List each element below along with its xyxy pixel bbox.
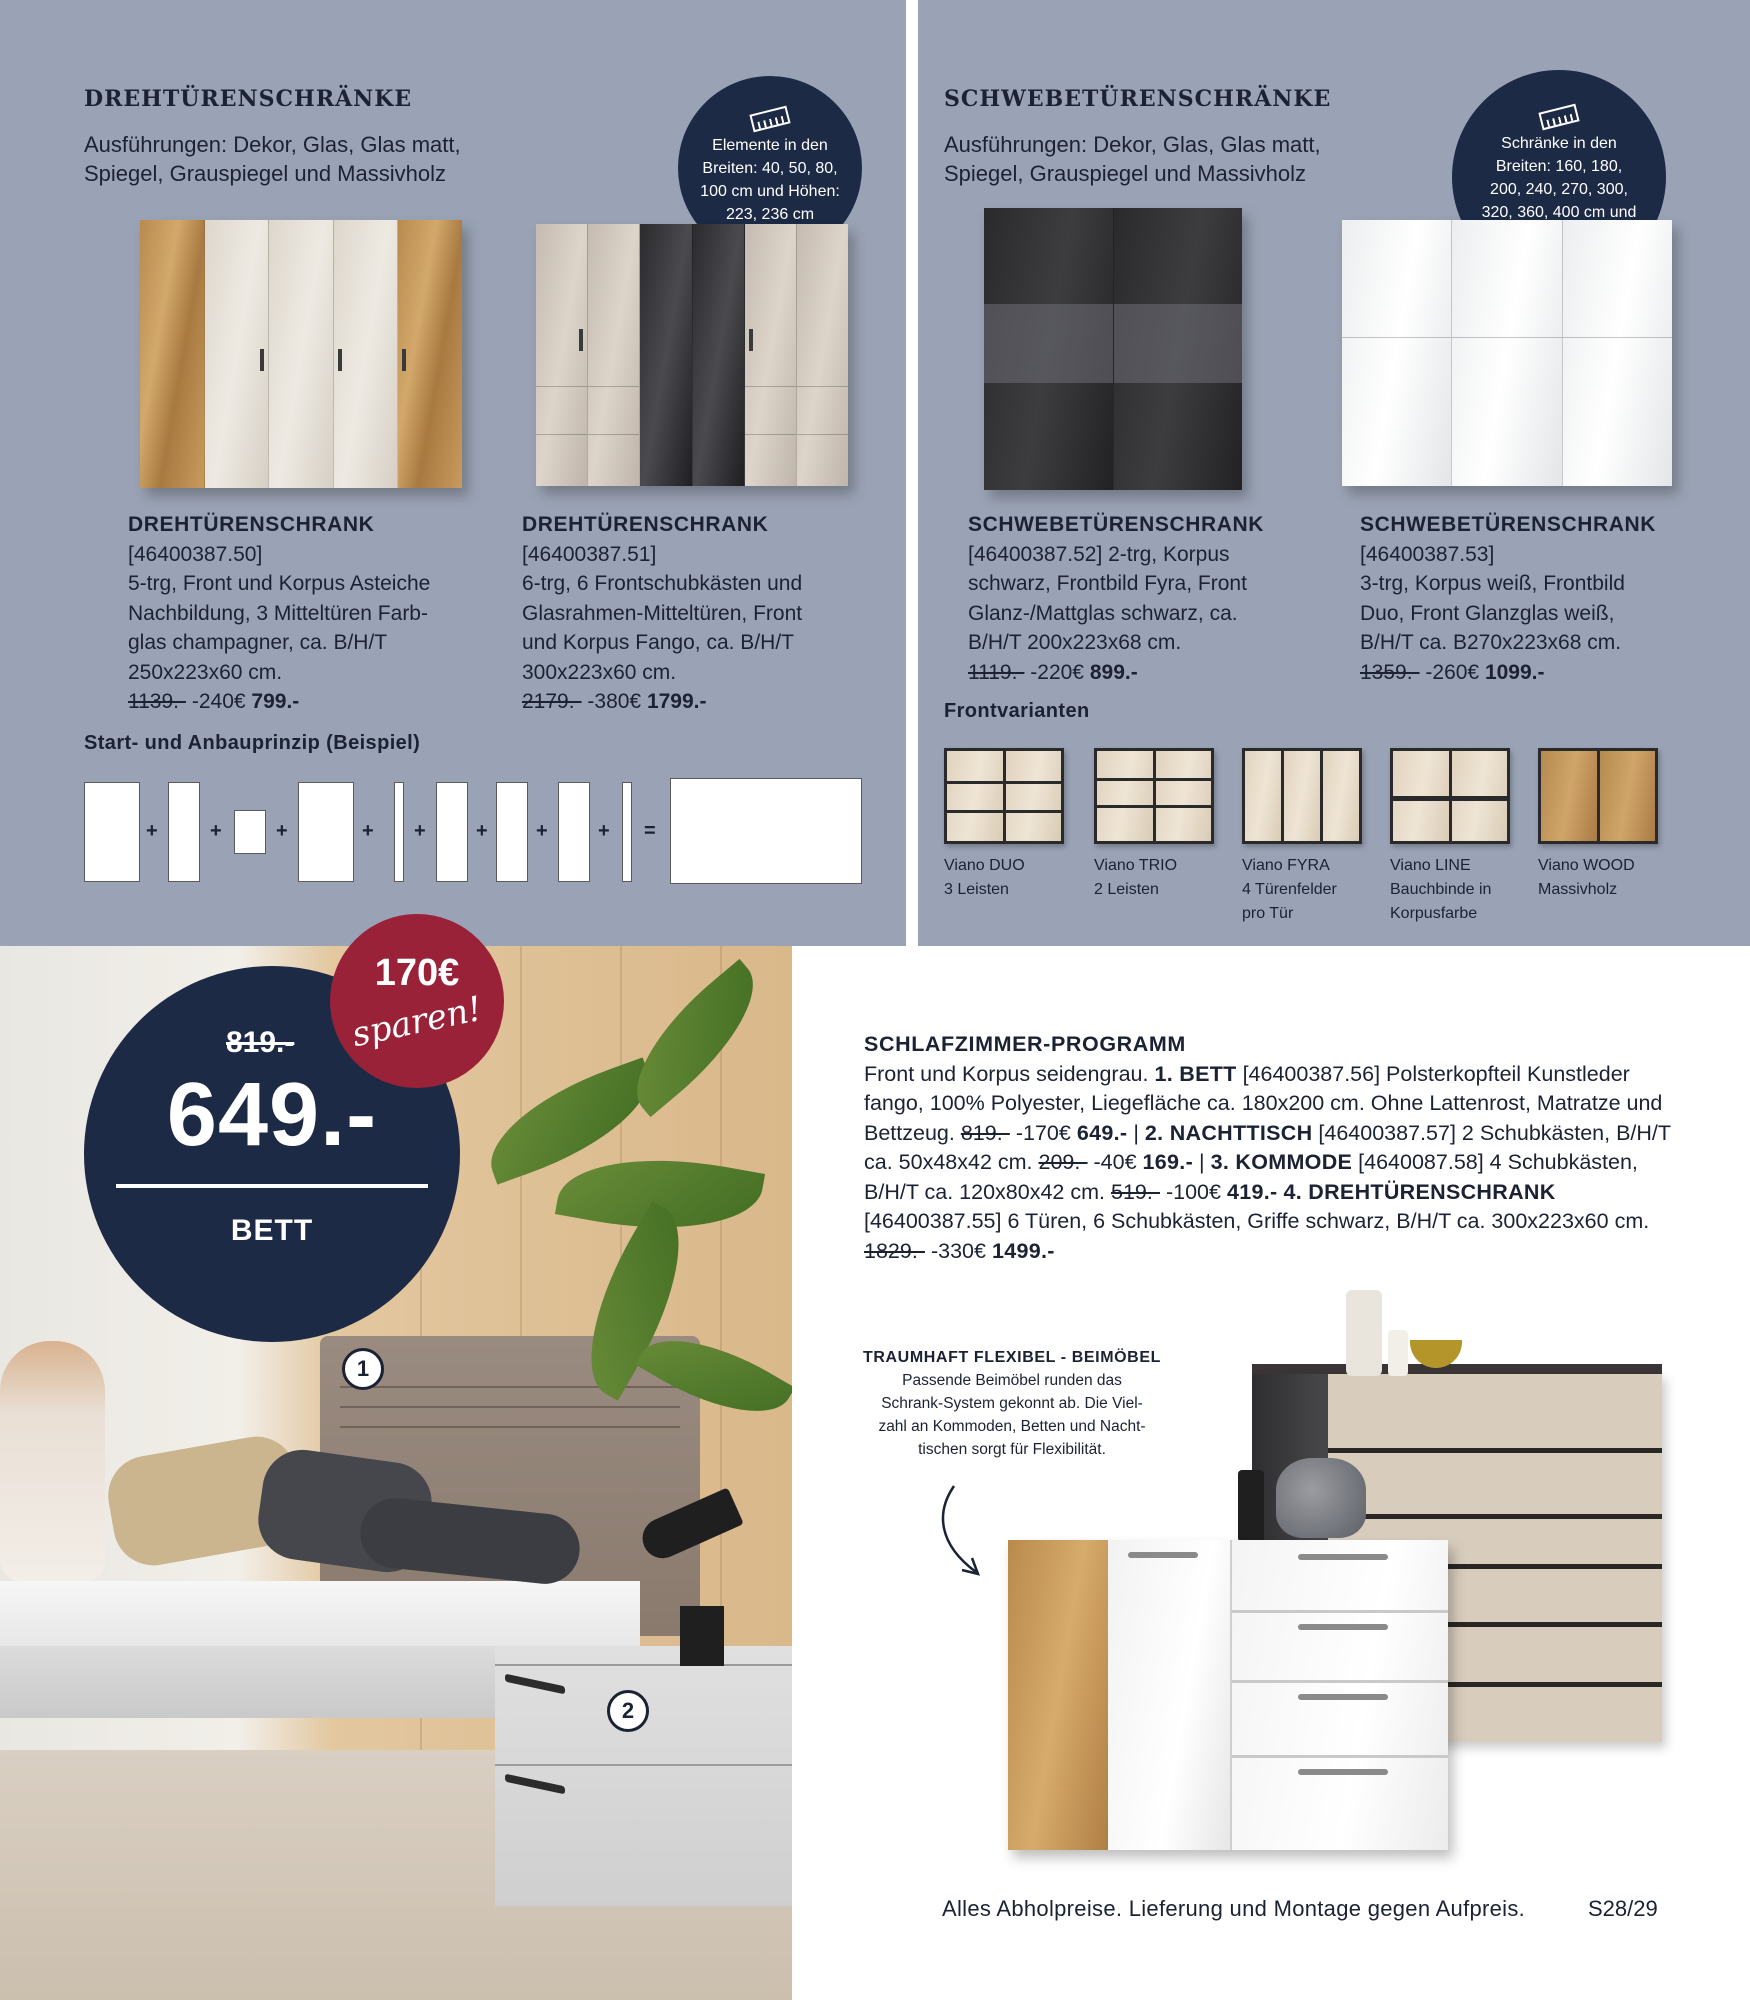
product-label: BETT	[230, 1214, 314, 1247]
variant-viano-fyra: Viano FYRA 4 Türenfelder pro Tür	[1242, 748, 1362, 926]
variant-swatch	[944, 748, 1064, 844]
old-price: 1359.-	[1360, 660, 1420, 684]
curved-arrow-icon	[932, 1482, 992, 1582]
price: 799.-	[251, 690, 300, 713]
footer-note: Alles Abholpreise. Lieferung und Montage gegen Aufpreis.	[942, 1896, 1526, 1921]
sliding-wardrobe-image-1	[984, 208, 1242, 490]
section-title: SCHWEBETÜRENSCHRÄNKE	[944, 86, 1332, 112]
schlafzimmer-programm	[864, 1030, 1684, 1266]
product-drehtuerenschrank-2: DREHTÜRENSCHRANK [46400387.51] 6-trg, 6 Frontschubkästen und Glasrahmen-Mitteltüren, Front und Korpus Fango, ca. B/H/T 300x223x60 cm. 2179.- -380€ 1799.-	[522, 510, 892, 717]
candle	[1388, 1330, 1408, 1376]
discount: -380€	[587, 690, 642, 713]
price: 649.-	[166, 1065, 378, 1165]
price-line	[968, 658, 1298, 688]
price: 899.-	[1089, 660, 1138, 684]
decor-vase	[1276, 1458, 1366, 1538]
woman-figure	[0, 1341, 105, 1581]
discount: -260€	[1425, 660, 1480, 684]
price-line	[522, 687, 892, 717]
divider	[116, 1184, 428, 1188]
savings-amount: 170€	[374, 952, 460, 994]
variant-viano-line: Viano LINE Bauchbinde in Korpusfarbe	[1390, 748, 1510, 926]
flex-note: TRAUMHAFT FLEXIBEL - BEIMÖBEL Passende Beimöbel runden das Schrank-System gekonnt ab. Die Viel- zahl an Kommoden, Betten und Nacht- tischen sorgt für Flexibilität.	[862, 1346, 1162, 1461]
product-schwebetuerenschrank-1: SCHWEBETÜRENSCHRANK [46400387.52] 2-trg, Korpus schwarz, Frontbild Fyra, Front Glanz-/Mattglas schwarz, ca. B/H/T 200x223x68 cm. 1119.- -220€ 899.-	[968, 510, 1298, 687]
variant-swatch	[1242, 748, 1362, 844]
program-body: Front und Korpus seidengrau. 1. BETT [46400387.56] Polsterkopfteil Kunstleder fango, 100% Polyester, Liegefläche ca. 180x200 cm. Ohne Lattenrost, Matratze und Bettzeug. 819.- -170€ 649.- | 2. NACHTTISCH [46400387.57] 2 Schubkästen, B/H/T ca. 50x48x42 cm. 209.- -40€ 169.- | 3. KOMMODE [4640087.58] 4 Schubkästen, B/H/T ca. 120x80x42 cm. 519.- -100€ 419.- 4. DREHTÜRENSCHRANK [46400387.55] 6 Türen, 6 Schubkästen, Griffe schwarz, B/H/T ca. 300x223x60 cm. 1829.- -330€ 1499.-	[864, 1061, 1671, 1263]
discount: -240€	[191, 690, 246, 713]
variant-swatch	[1094, 748, 1214, 844]
variant-viano-trio: Viano TRIO 2 Leisten	[1094, 748, 1214, 902]
wardrobe-image-1	[140, 220, 462, 488]
old-price: 819.-	[226, 1026, 295, 1059]
size-info-badge: Schränke in den Breiten: 160, 180, 200, 240, 270, 300, 320, 360, 400 cm und	[1452, 70, 1666, 284]
sliding-wardrobe-image-2	[1342, 220, 1672, 486]
commode-image	[1008, 1540, 1448, 1850]
ruler-icon	[749, 106, 790, 133]
old-price: 1139.-	[128, 690, 186, 713]
old-price: 2179.-	[522, 690, 582, 713]
flex-note-title: TRAUMHAFT FLEXIBEL - BEIMÖBEL	[863, 1349, 1161, 1366]
section-title: DREHTÜRENSCHRÄNKE	[84, 86, 413, 112]
section-subtitle: Ausführungen: Dekor, Glas, Glas matt, Spiegel, Grauspiegel und Massivholz	[944, 132, 1321, 186]
price: 1099.-	[1484, 660, 1545, 684]
variant-viano-wood: Viano WOOD Massivholz	[1538, 748, 1658, 902]
product-schwebetuerenschrank-2: SCHWEBETÜRENSCHRANK [46400387.53] 3-trg, Korpus weiß, Frontbild Duo, Front Glanzglas weiß, B/H/T ca. B270x223x68 cm. 1359.- -260€ 1099.-	[1360, 510, 1690, 687]
section-subtitle: Ausführungen: Dekor, Glas, Glas matt, Spiegel, Grauspiegel und Massivholz	[84, 132, 461, 186]
price: 1799.-	[646, 690, 707, 713]
variant-swatch	[1538, 748, 1658, 844]
nightstand	[495, 1646, 792, 1906]
price-line	[128, 687, 488, 717]
price-line	[1360, 658, 1690, 688]
savings-word: sparen!	[348, 988, 486, 1056]
drehtuerenschraenke-panel: DREHTÜRENSCHRÄNKE Ausführungen: Dekor, Glas, Glas matt, Spiegel, Grauspiegel und Massivholz Elemente in den Breiten: 40, 50, 80, 100 cm und Höhen: 223, 236 cm DREHTÜRENSCHRANK [46400387.50] 5-trg, Front und Korpus Asteiche Nachbildung, 3 Mitteltüren Farb- glas champagner, ca. B/H/T 250x223x60 cm. 1139.- -240€ 799.- DREHTÜRENSCHRANK [46400387.51] 6-trg, 6 Frontschubkästen und Glasrahmen-Mitteltüren, Front und Korpus Fango, ca. B/H/T 300x223x60 cm. 2179.- -380€ 1799.- Start- und Anbauprinzip (Beispiel) + + + + + + + + =	[0, 0, 906, 946]
ruler-icon	[1538, 103, 1579, 130]
variant-swatch	[1390, 748, 1510, 844]
savings-badge	[330, 914, 504, 1088]
old-price: 1119.-	[968, 660, 1025, 684]
schwebetuerenschraenke-panel	[918, 0, 1750, 946]
discount: -220€	[1030, 660, 1084, 684]
variants-title: Frontvarianten	[944, 700, 1090, 722]
size-info-badge: Elemente in den Breiten: 40, 50, 80, 100 cm und Höhen: 223, 236 cm	[678, 76, 862, 260]
bottle	[1238, 1470, 1264, 1542]
marker-1: 1	[342, 1348, 384, 1390]
anbau-title: Start- und Anbauprinzip (Beispiel)	[84, 732, 421, 754]
wardrobe-image-2	[536, 224, 848, 486]
product-drehtuerenschrank-1: DREHTÜRENSCHRANK [46400387.50] 5-trg, Front und Korpus Asteiche Nachbildung, 3 Mitteltüren Farb- glas champagner, ca. B/H/T 250x223x60 cm. 1139.- -240€ 799.-	[128, 510, 488, 717]
marker-2: 2	[607, 1690, 649, 1732]
variant-viano-duo: Viano DUO 3 Leisten	[944, 748, 1064, 902]
page-number: S28/29	[1588, 1896, 1658, 1921]
vase	[1346, 1290, 1382, 1376]
program-title: SCHLAFZIMMER-PROGRAMM	[864, 1032, 1186, 1056]
